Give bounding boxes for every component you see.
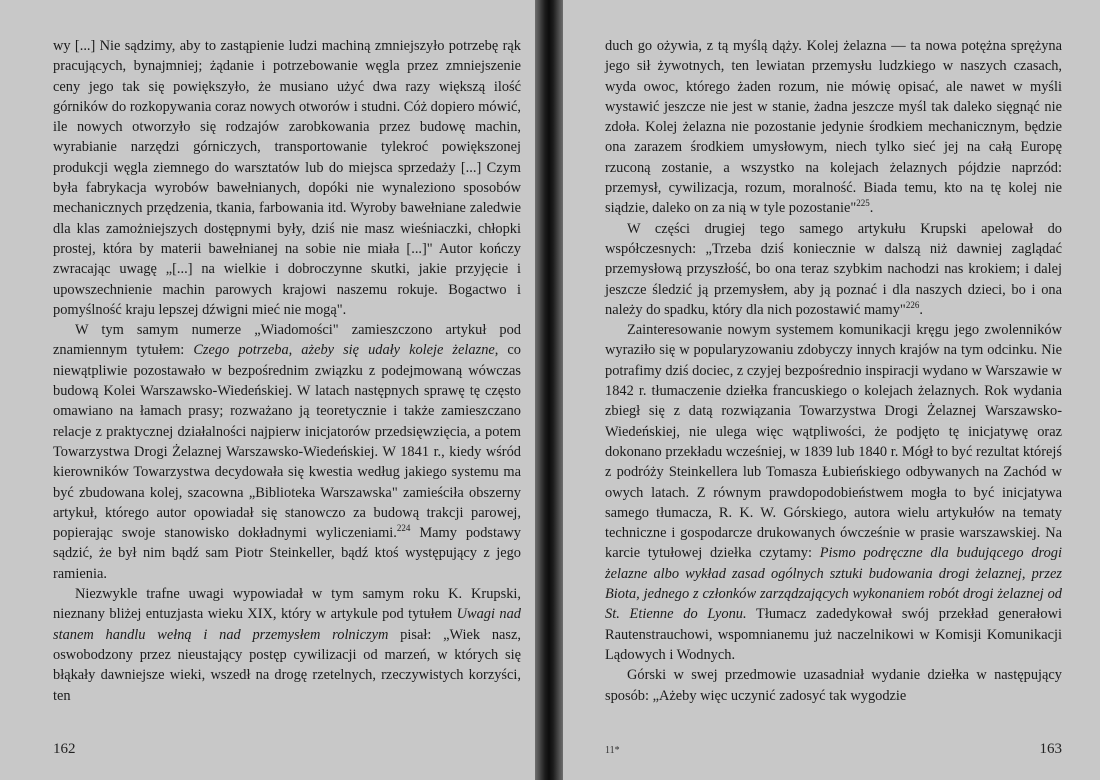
paragraph — [605, 320, 1062, 665]
signature-mark: 11* — [605, 745, 620, 756]
page-number: 163 — [1039, 741, 1062, 757]
paragraph — [53, 320, 521, 584]
text-run: duch go ożywia, z tą myślą dąży. Kolej żelazna — ta nowa potężna sprężyna jego sił żywotnych, ten lewiatan przemysłu ludzkiego w naszych czasach, wyda owoc, którego żaden rozum, nie mówię opisać, ale nawet w myśli wystawić jeszcze nie jest w stanie, żadna jeszcze myśl tak daleko sięgnąć nie zdoła. Kolej żelazna nie pozostanie jedynie środkiem mechanicznym, będzie ona zarazem środkiem umysłowym, niech tylko sieć jej na całą Europę rzuconą zostanie, a wszystko na kolejach żelaznych pójdzie naprzód: przemysł, cywilizacja, rozum, moralność. Biada temu, kto na tę kolej nie siądzie, daleko on za nią w tyle pozostanie" — [605, 38, 1062, 217]
text-run: Mamy podstawy sądzić, że był nim bądź sam Piotr Steinkeller, bądź ktoś występujący z jego ramienia. — [53, 525, 521, 582]
text-run: Tłumacz zadedykował swój przekład generałowi Rautenstrauchowi, wspomnianemu już naczelnikowi w Komisji Komunikacji Lądowych i Wodnych. — [605, 606, 1062, 663]
text-run: Niezwykle trafne uwagi wypowiadał w tym samym roku K. Krupski, nieznany bliżej entuzjasta wieku XIX, który w artykule pod tytułem — [53, 586, 521, 623]
italic-title: Czego potrzeba, ażeby się udały koleje żelazne — [193, 342, 495, 359]
footnote-ref: 226 — [905, 300, 920, 311]
text-run: W części drugiej tego samego artykułu Krupski apelował do współczesnych: „Trzeba dziś koniecznie w dalszą niż dawniej zaglądać przemysłową przyszłość, bo ona teraz szybkim nachodzi nas krokiem; i dalej jeszcze śledzić ją przemysłem, aby ją poznać i dla naszych dzieci, bo i ona należy do spadku, który dla nich pozostawić mamy" — [605, 220, 1062, 318]
page-number: 162 — [53, 741, 76, 757]
text-run: , co niewątpliwie pozostawało w bezpośrednim związku z podejmowaną wówczas budową Kolei Warszawsko-Wiedeńskiej. W latach następnych sprawę tę często omawiano na łamach prasy; rozważano ją teoretycznie i także zamieszczano relacje z praktycznej działalności najpierw inicjatorów przedsięwzięcia, a potem Towarzystwa Drogi Żelaznej Warszawsko-Wiedeńskiej. W 1841 r., kiedy wśród kierowników Towarzystwa decydowała się kwestia według jakiego systemu ma być zbudowana kolej, szacowna „Biblioteka Warszawska" zamieściła obszerny artykuł, którego autor opowiadał się stanowczo za budową trakcji parowej, popierając swoje stanowisko dokładnymi wyliczeniami. — [53, 342, 521, 542]
footnote-ref: 224 — [396, 523, 411, 534]
left-page — [0, 0, 535, 780]
italic-title: Uwagi nad stanem handlu wełną i nad przemysłem rolniczym — [53, 606, 521, 643]
text-run: W tym samym numerze „Wiadomości" zamieszczono artykuł pod znamiennym tytułem: — [53, 322, 521, 359]
text-run: . — [869, 200, 874, 217]
book-gutter — [535, 0, 563, 780]
text-run: . — [919, 301, 923, 318]
right-page — [563, 0, 1100, 780]
paragraph: Górski w swej przedmowie uzasadniał wydanie dziełka w następujący sposób: „Ażeby więc uczynić zadosyć tak wygodzie — [605, 667, 1062, 704]
paragraph: wy [...] Nie sądzimy, aby to zastąpienie ludzi machiną zmniejszyło potrzebę rąk pracujących, bynajmniej; żądanie i potrzebowanie węgla przez zmniejszenie ceny jego tak się powiększyło, że musiano użyć dwa razy większą ilość górników do rozkopywania coraz nowych otworów i studni. Cóż dopiero mówić, ile nowych otworzyło się rodzajów zarobkowania przez budowę machin, wyrabianie narzędzi górniczych, transportowanie tylekroć powiększonej produkcji węgla ziemnego do warsztatów lub do miejsca sprzedaży [...] Czym była fabrykacja wyrobów bawełnianych, dopóki nie wynaleziono sposobów mechanicznych przędzenia, tkania, farbowania itd. Wyroby bawełniane zaledwie dla klas zamożniejszych dostępnymi były, dziś nie masz wieśniaczki, chłopki prostej, która by materii bawełnianej na sobie nie miała [...]" Autor kończy zwracając uwagę „[...] na wielkie i dobroczynne skutki, jakie przyjęcie i upowszechnienie machin parowych krajowi naszemu rokuje. Bogactwo i pomyślność kraju lepszej dźwigni mieć nie mogą". — [53, 38, 521, 318]
text-run: Zainteresowanie nowym systemem komunikacji kręgu jego zwolenników wyraziło się w popularyzowaniu zdobyczy innych krajów na tym odcinku. Nie potrafimy dziś dociec, z czyjej bezpośrednio inspiracji wydano w Warszawie w 1842 r. tłumaczenie dziełka francuskiego o kolejach żelaznych. Rok wydania zbiegł się z datą rozwiązania Towarzystwa Drogi Żelaznej Warszawsko-Wiedeńskiej, nie ulega więc wątpliwości, że podjęto tę inicjatywę oraz dokonano przekładu wcześniej, w 1839 lub 1840 r. Mógł to być rezultat którejś z podróży Steinkellera lub Tomasza Łubieńskiego odbywanych na Zachód w owych latach. Z równym prawdopodobieństwem mogła to być inicjatywa samego tłumacza, R. K. W. Górskiego, autora wielu artykułów na tematy techniczne i gospodarcze drukowanych ówcześnie w prasie warszawskiej. Na karcie tytułowej dziełka czytamy: — [605, 322, 1062, 562]
footnote-ref: 225 — [856, 198, 870, 209]
italic-title: Pismo podręczne dla budującego drogi żelazne albo wykład zasad ogólnych sztuki budowania drogi żelaznej, przez Biota, jednego z członków zarządzających wykonaniem robót drogi żelaznej od St. Etienne do Lyonu. — [605, 545, 1062, 623]
paragraph — [605, 36, 1062, 219]
paragraph — [605, 219, 1062, 320]
paragraph — [53, 584, 521, 706]
text-run: pisał: „Wiek nasz, oswobodzony przez nieustający postęp cywilizacji od marzeń, w których się błąkały dawniejsze wieki, wszedł na drogę rzetelnych, rzeczywistych korzyści, ten — [53, 626, 521, 704]
